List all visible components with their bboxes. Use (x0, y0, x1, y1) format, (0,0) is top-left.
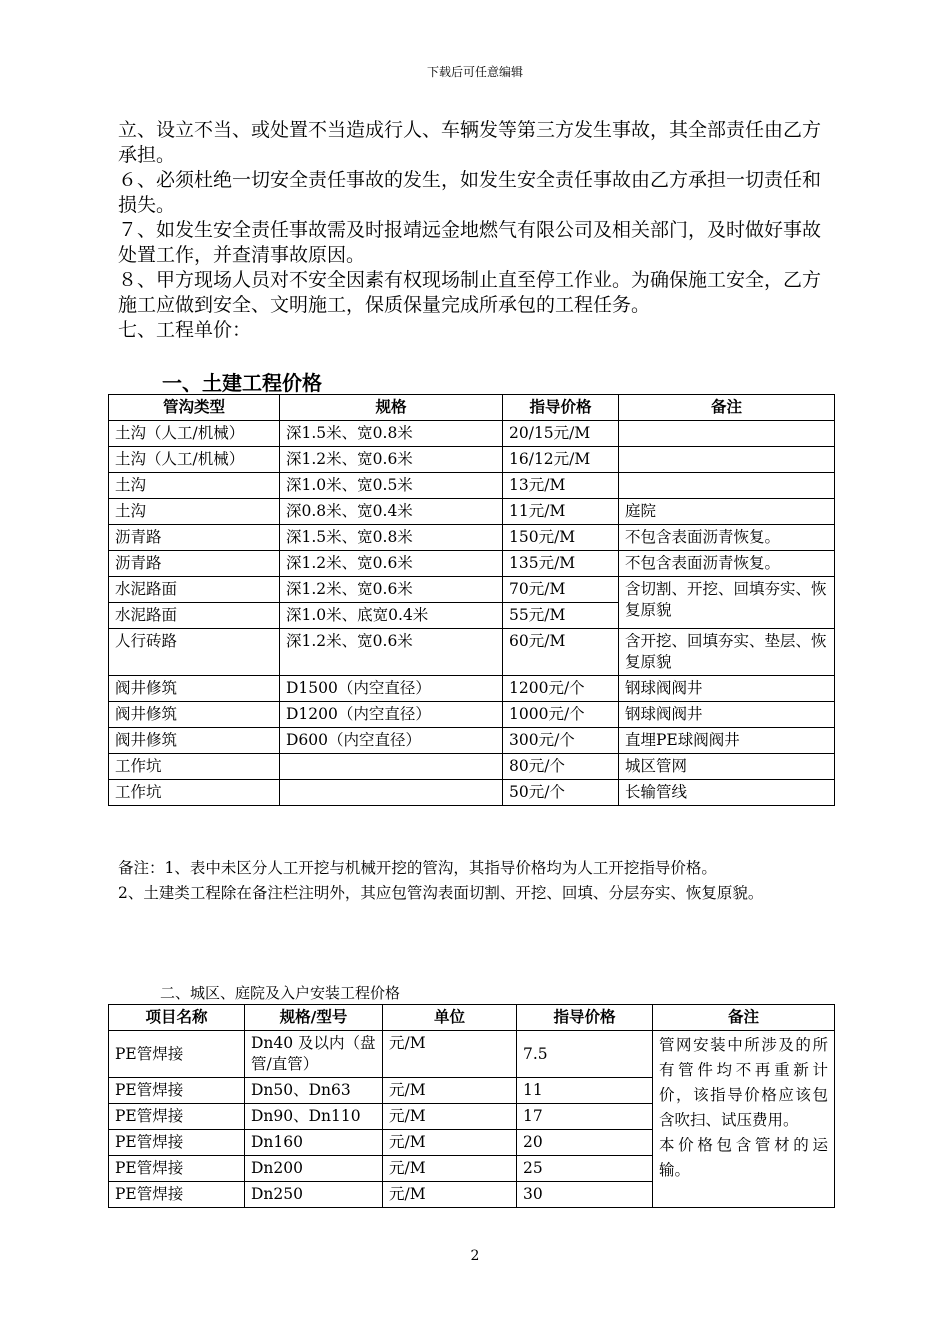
table-notes (118, 856, 838, 906)
paragraph: 立、设立不当、或处置不当造成行人、车辆发等第三方发生事故，其全部责任由乙方承担。 (118, 119, 822, 166)
cell: 元/M (383, 1130, 517, 1156)
cell: Dn90、Dn110 (245, 1104, 383, 1130)
cell: Dn200 (245, 1156, 383, 1182)
page-number: 2 (470, 1248, 480, 1264)
cell: 元/M (383, 1182, 517, 1208)
table-row (109, 499, 835, 525)
cell: 7.5 (517, 1031, 653, 1078)
cell: 元/M (383, 1104, 517, 1130)
table-header-row (109, 395, 835, 421)
table-row (109, 525, 835, 551)
cell: 元/M (383, 1156, 517, 1182)
cell: 工作坑 (109, 754, 280, 780)
cell-remark-merged: 含切割、开挖、回填夯实、恢复原貌 (619, 577, 835, 629)
table-row (109, 780, 835, 806)
section-title-install: 二、城区、庭院及入户安装工程价格 (160, 984, 401, 1002)
header-cell: 备注 (653, 1005, 835, 1031)
table-row (109, 577, 835, 603)
page-header: 下载后可任意编辑 (426, 65, 523, 79)
cell: 长输管线 (619, 780, 835, 806)
cell: 钢球阀阀井 (619, 702, 835, 728)
header-cell: 规格/型号 (245, 1005, 383, 1031)
cell: D1500（内空直径） (280, 676, 503, 702)
cell: 沥青路 (109, 551, 280, 577)
cell: 元/M (383, 1031, 517, 1078)
cell: 深1.2米、宽0.6米 (280, 629, 503, 676)
cell: 20/15元/M (503, 421, 619, 447)
cell: 150元/M (503, 525, 619, 551)
table-row (109, 728, 835, 754)
cell: 阀井修筑 (109, 676, 280, 702)
cell (280, 780, 503, 806)
header-cell: 规格 (280, 395, 503, 421)
header-cell: 备注 (619, 395, 835, 421)
cell: Dn40 及以内（盘管/直管） (245, 1031, 383, 1078)
cell: 阀井修筑 (109, 728, 280, 754)
cell: 元/M (383, 1078, 517, 1104)
cell: 城区管网 (619, 754, 835, 780)
cell: 深1.2米、宽0.6米 (280, 447, 503, 473)
note: 2、土建类工程除在备注栏注明外，其应包管沟表面切割、开挖、回填、分层夯实、恢复原貌。 (118, 884, 764, 902)
cell: 30 (517, 1182, 653, 1208)
cell: 土沟 (109, 473, 280, 499)
cell: D1200（内空直径） (280, 702, 503, 728)
table-row (109, 1031, 835, 1078)
cell: 不包含表面沥青恢复。 (619, 525, 835, 551)
remark-merged-cell (653, 1031, 835, 1208)
cell: 17 (517, 1104, 653, 1130)
table-row (109, 421, 835, 447)
cell: 80元/个 (503, 754, 619, 780)
cell: Dn250 (245, 1182, 383, 1208)
cell: 深1.0米、宽0.5米 (280, 473, 503, 499)
table-row (109, 629, 835, 676)
cell: Dn50、Dn63 (245, 1078, 383, 1104)
header-cell: 管沟类型 (109, 395, 280, 421)
cell: 1200元/个 (503, 676, 619, 702)
paragraph: ６、必须杜绝一切安全责任事故的发生，如发生安全责任事故由乙方承担一切责任和损失。 (118, 169, 822, 216)
cell: PE管焊接 (109, 1104, 245, 1130)
cell: 水泥路面 (109, 603, 280, 629)
cell: 深1.2米、宽0.6米 (280, 551, 503, 577)
cell: 25 (517, 1156, 653, 1182)
cell: 阀井修筑 (109, 702, 280, 728)
cell: 55元/M (503, 603, 619, 629)
section-title-civil: 一、土建工程价格 (162, 371, 322, 395)
cell: 人行砖路 (109, 629, 280, 676)
paragraph: ８、甲方现场人员对不安全因素有权现场制止直至停工作业。为确保施工安全，乙方施工应做到安全、文明施工，保质保量完成所承包的工程任务。 (118, 269, 822, 316)
header-cell: 指导价格 (503, 395, 619, 421)
cell: 沥青路 (109, 525, 280, 551)
header-cell: 指导价格 (517, 1005, 653, 1031)
civil-price-table (108, 394, 835, 806)
cell: 60元/M (503, 629, 619, 676)
cell: 深0.8米、宽0.4米 (280, 499, 503, 525)
table-row (109, 551, 835, 577)
cell: 50元/个 (503, 780, 619, 806)
remark-line: 本价格包含管材的运输。 (659, 1136, 828, 1179)
table-row (109, 754, 835, 780)
cell: 深1.5米、宽0.8米 (280, 525, 503, 551)
table-row (109, 447, 835, 473)
cell: 庭院 (619, 499, 835, 525)
cell: 水泥路面 (109, 577, 280, 603)
header-cell: 单位 (383, 1005, 517, 1031)
cell: 300元/个 (503, 728, 619, 754)
cell (280, 754, 503, 780)
cell: 不包含表面沥青恢复。 (619, 551, 835, 577)
cell: 11元/M (503, 499, 619, 525)
header-cell: 项目名称 (109, 1005, 245, 1031)
table-row (109, 702, 835, 728)
cell: 直埋PE球阀阀井 (619, 728, 835, 754)
table-row (109, 473, 835, 499)
cell: 1000元/个 (503, 702, 619, 728)
cell: 20 (517, 1130, 653, 1156)
paragraph: ７、如发生安全责任事故需及时报靖远金地燃气有限公司及相关部门，及时做好事故处置工作，并查清事故原因。 (118, 219, 822, 266)
cell: 土沟（人工/机械） (109, 447, 280, 473)
cell: PE管焊接 (109, 1078, 245, 1104)
table-header-row (109, 1005, 835, 1031)
cell: 11 (517, 1078, 653, 1104)
cell: 16/12元/M (503, 447, 619, 473)
paragraph: 七、工程单价： (118, 319, 252, 341)
cell: 土沟（人工/机械） (109, 421, 280, 447)
cell: 土沟 (109, 499, 280, 525)
cell: PE管焊接 (109, 1130, 245, 1156)
cell: 深1.5米、宽0.8米 (280, 421, 503, 447)
cell: 工作坑 (109, 780, 280, 806)
cell: 135元/M (503, 551, 619, 577)
cell (619, 421, 835, 447)
cell: 70元/M (503, 577, 619, 603)
cell: 13元/M (503, 473, 619, 499)
note: 备注：1、表中未区分人工开挖与机械开挖的管沟，其指导价格均为人工开挖指导价格。 (118, 859, 717, 877)
cell: 深1.0米、底宽0.4米 (280, 603, 503, 629)
cell: Dn160 (245, 1130, 383, 1156)
cell: PE管焊接 (109, 1182, 245, 1208)
cell: 含开挖、回填夯实、垫层、恢复原貌 (619, 629, 835, 676)
cell: 深1.2米、宽0.6米 (280, 577, 503, 603)
cell (619, 447, 835, 473)
install-price-table (108, 1004, 835, 1208)
cell (619, 473, 835, 499)
cell: 钢球阀阀井 (619, 676, 835, 702)
cell: PE管焊接 (109, 1031, 245, 1078)
body-paragraphs (118, 118, 838, 343)
table-row (109, 676, 835, 702)
remark-line: 管网安装中所涉及的所有管件均不再重新计价，该指导价格应该包含吹扫、试压费用。 (659, 1036, 828, 1129)
cell: D600（内空直径） (280, 728, 503, 754)
cell: PE管焊接 (109, 1156, 245, 1182)
